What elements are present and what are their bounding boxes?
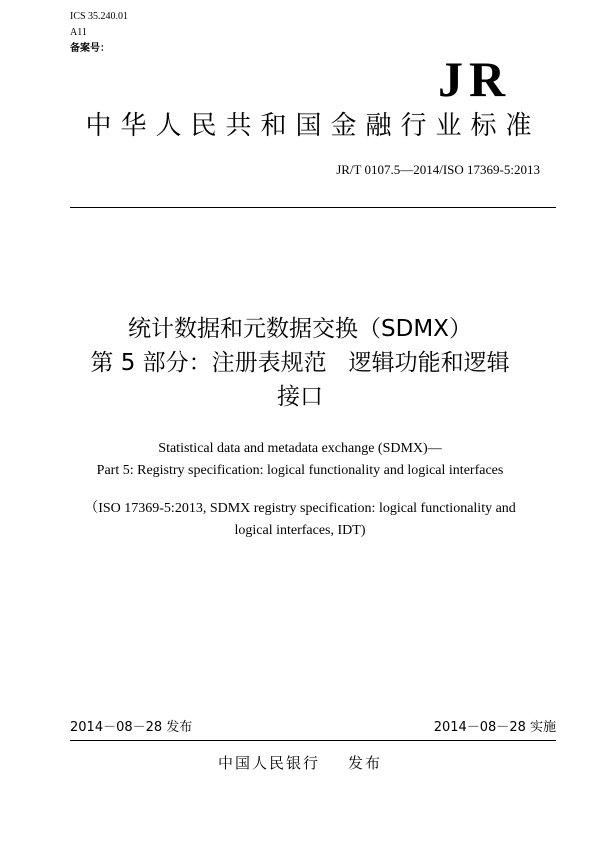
english-title-line-1: Statistical data and metadata exchange (SDMX)— <box>158 441 442 456</box>
jr-logo: JR <box>438 51 512 107</box>
bottom-divider <box>70 740 556 741</box>
implementation-date: 2014－08－28 实施 <box>433 720 556 735</box>
classification-code: A11 <box>70 27 87 38</box>
chinese-title-line-3: 接口 <box>277 384 323 410</box>
chinese-title-line-2: 第 5 部分：注册表规范 逻辑功能和逻辑 <box>90 350 510 376</box>
standard-number: JR/T 0107.5—2014/ISO 17369-5:2013 <box>336 162 540 177</box>
iso-reference-line-2: logical interfaces, IDT) <box>234 523 366 538</box>
record-number-label: 备案号： <box>70 43 110 54</box>
english-title-line-2: Part 5: Registry specification: logical functionality and logical interfaces <box>96 463 504 478</box>
issue-date: 2014－08－28 发布 <box>70 720 193 735</box>
publish-label: 发布 <box>348 754 383 772</box>
english-title <box>40 438 560 482</box>
chinese-title-line-1: 统计数据和元数据交换（SDMX） <box>128 316 472 342</box>
publisher-line <box>0 752 600 773</box>
top-divider <box>70 207 556 208</box>
chinese-title <box>40 312 560 414</box>
ics-code: ICS 35.240.01 <box>70 11 129 22</box>
iso-reference <box>60 498 540 542</box>
iso-reference-line-1: （ISO 17369-5:2013, SDMX registry specification: logical functionality and <box>84 501 516 516</box>
publisher-name: 中国人民银行 <box>217 754 320 772</box>
standard-category-title: 中华人民共和国金融行业标准 <box>85 111 541 141</box>
